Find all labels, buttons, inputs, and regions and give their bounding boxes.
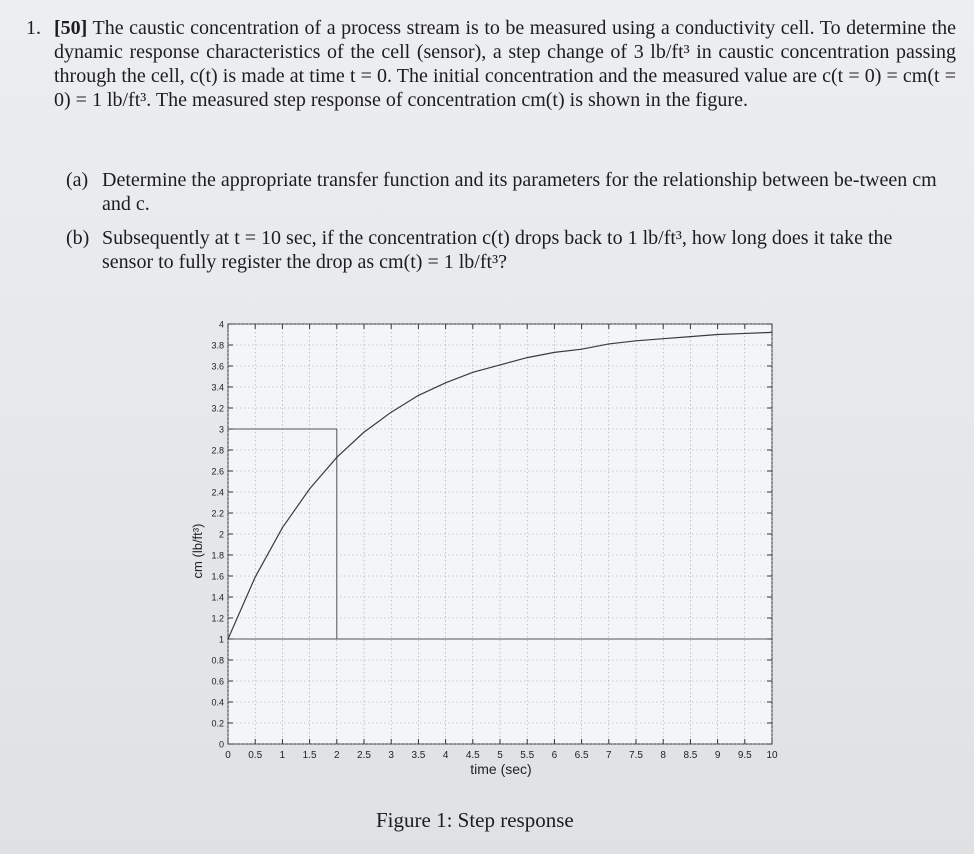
x-tick-label: 8 [660, 750, 666, 761]
problem-text: The caustic concentration of a process stream is to be measured using a conductivity cell. To determine the dynamic response characteristics of the cell (sensor), a step change of 3 lb/ft³ in caustic concentration passing through the cell, c(t) is made at time t = 0. The initial concentration and the measured value are c(t = 0) = cm(t = 0) = 1 lb/ft³. The measured step response of concentration cm(t) is shown in the figure. [54, 17, 957, 111]
y-tick-label: 3.8 [211, 340, 224, 351]
x-tick-label: 3.5 [411, 750, 426, 761]
x-tick-label: 1 [279, 750, 286, 761]
data-point [527, 357, 528, 358]
data-point [445, 382, 446, 383]
x-tick-label: 10 [766, 750, 778, 761]
data-point [391, 412, 392, 413]
x-tick-label: 5 [497, 750, 503, 761]
x-tick-label: 4.5 [465, 750, 480, 761]
y-tick-label: 1.6 [211, 571, 224, 582]
y-tick-label: 2.2 [211, 508, 224, 519]
part-b-text: Subsequently at t = 10 sec, if the concentration c(t) drops back to 1 lb/ft³, how long does it take the sensor to fully register the drop as cm(t) = 1 lb/ft³? [102, 227, 893, 273]
part-a-text: Determine the appropriate transfer function and its parameters for the relationship between be-tween cm and c. [102, 169, 937, 215]
y-tick-label: 3.6 [211, 361, 224, 372]
y-tick-label: 1.8 [211, 550, 224, 561]
y-tick-label: 2 [218, 529, 224, 540]
y-tick-label: 1.4 [211, 592, 224, 603]
data-point [771, 332, 772, 333]
y-tick-label: 3.2 [211, 403, 224, 414]
part-a [66, 168, 946, 216]
y-tick-label: 3 [218, 424, 224, 435]
step-response-figure [176, 316, 786, 786]
part-a-label: (a) [66, 169, 89, 191]
x-tick-label: 7 [606, 750, 612, 761]
y-tick-label: 0.8 [211, 655, 224, 666]
data-point [554, 352, 555, 353]
x-tick-label: 0 [225, 750, 231, 761]
y-tick-label: 0.2 [211, 718, 224, 729]
y-tick-label: 0 [218, 739, 224, 750]
x-tick-label: 3 [388, 750, 394, 761]
x-tick-label: 5.5 [520, 750, 535, 761]
data-point [608, 343, 609, 344]
data-point [255, 576, 256, 577]
problem-parts [66, 168, 946, 284]
y-tick-label: 0.4 [211, 697, 224, 708]
x-tick-label: 7.5 [629, 750, 643, 761]
x-tick-label: 0.5 [248, 750, 263, 761]
data-point [663, 338, 664, 339]
problem-number: 1. [26, 17, 41, 39]
y-tick-label: 1.2 [211, 613, 224, 624]
problem-statement [26, 16, 956, 112]
x-tick-label: 6.5 [574, 750, 589, 761]
x-axis-label: time (sec) [470, 761, 532, 777]
data-point [744, 333, 745, 334]
y-tick-label: 4 [218, 319, 224, 330]
part-b-label: (b) [66, 227, 90, 249]
problem-points: [50] [54, 17, 88, 39]
x-tick-label: 2 [334, 750, 340, 761]
figure-caption: Figure 1: Step response [376, 808, 574, 832]
x-tick-label: 9.5 [737, 750, 752, 761]
step-response-chart [176, 316, 786, 786]
y-tick-label: 1 [218, 634, 224, 645]
x-tick-label: 2.5 [357, 750, 371, 761]
y-tick-label: 2.6 [211, 466, 224, 477]
y-tick-label: 3.4 [211, 382, 224, 393]
data-point [717, 334, 718, 335]
x-tick-label: 8.5 [683, 750, 698, 761]
part-b [66, 226, 946, 274]
x-tick-label: 9 [714, 750, 721, 761]
x-tick-label: 4 [442, 750, 449, 761]
data-point [472, 372, 473, 373]
data-point [282, 527, 283, 528]
y-tick-label: 2.4 [211, 487, 224, 498]
y-axis-label: cm (lb/ft³) [190, 523, 205, 579]
data-point [499, 364, 500, 365]
y-tick-label: 2.8 [211, 445, 224, 456]
data-point [336, 457, 337, 458]
y-tick-label: 0.6 [211, 676, 224, 687]
data-point [418, 395, 419, 396]
data-point [309, 488, 310, 489]
data-point [635, 340, 636, 341]
x-tick-label: 1.5 [302, 750, 317, 761]
data-point [690, 336, 691, 337]
x-tick-label: 6 [551, 750, 558, 761]
data-point [581, 349, 582, 350]
data-point [363, 432, 364, 433]
